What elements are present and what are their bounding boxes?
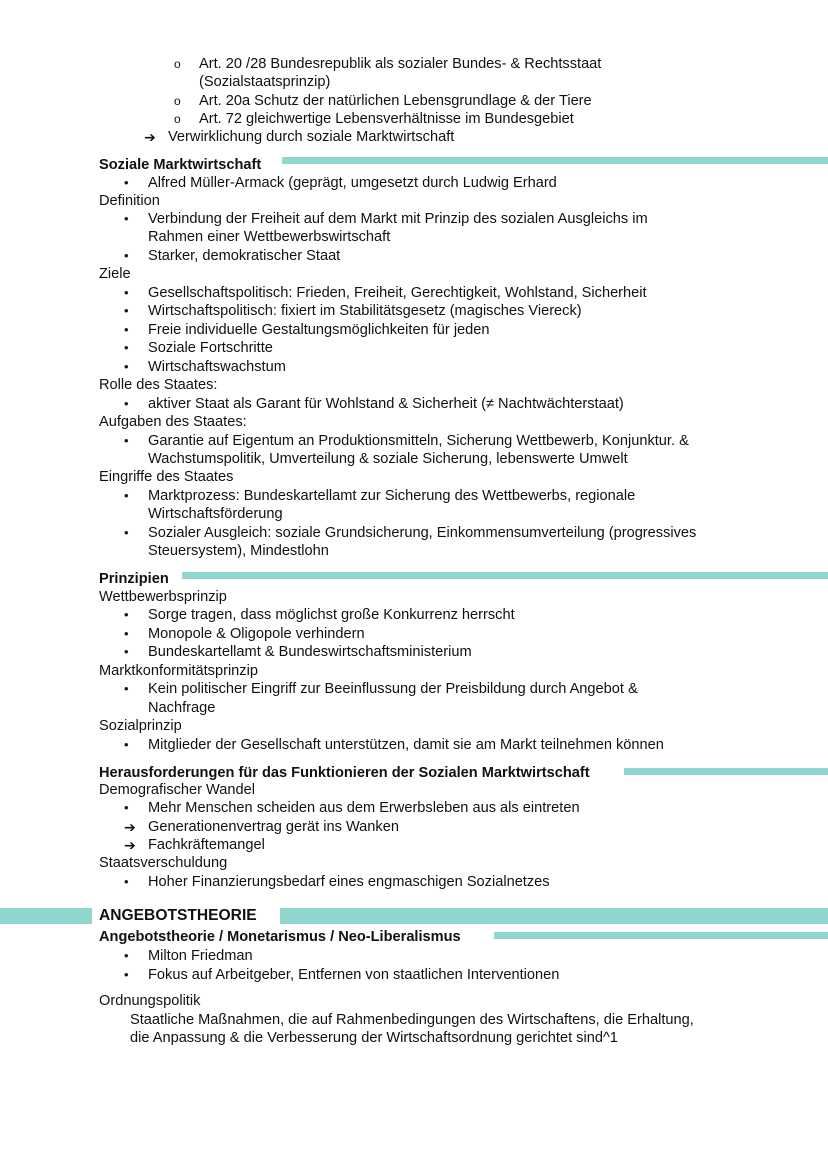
subheading: Aufgaben des Staates:: [99, 414, 247, 430]
bullet-icon: •: [124, 285, 129, 300]
subheading: Wettbewerbsprinzip: [99, 589, 227, 605]
bullet-icon: •: [124, 175, 129, 190]
heading-rule: [282, 157, 828, 164]
bullet-icon: •: [124, 737, 129, 752]
list-item: Art. 20a Schutz der natürlichen Lebensgrundlage & der Tiere: [199, 93, 592, 109]
arrow-right-icon: ➔: [124, 837, 136, 853]
arrow-right-icon: ➔: [144, 129, 156, 145]
subheading: Marktkonformitätsprinzip: [99, 663, 258, 679]
list-item: Art. 72 gleichwertige Lebensverhältnisse im Bundesgebiet: [199, 111, 574, 127]
bullet-icon: •: [124, 948, 129, 963]
bullet-icon: •: [124, 433, 129, 448]
list-item: Wirtschaftspolitisch: fixiert im Stabilitätsgesetz (magisches Viereck): [148, 303, 582, 319]
subheading: Rolle des Staates:: [99, 377, 218, 393]
arrow-item: Fachkräftemangel: [148, 837, 265, 853]
list-item: Marktprozess: Bundeskartellamt zur Sicherung des Wettbewerbs, regionale: [148, 488, 636, 504]
list-item-continuation: (Sozialstaatsprinzip): [199, 74, 331, 90]
bullet-icon: •: [124, 211, 129, 226]
bullet-icon: •: [124, 800, 129, 815]
list-item: Hoher Finanzierungsbedarf eines engmaschigen Sozialnetzes: [148, 874, 550, 890]
paragraph-line: die Anpassung & die Verbesserung der Wirtschaftsordnung gerichtet sind^1: [130, 1030, 618, 1046]
bullet-icon: •: [124, 359, 129, 374]
section-heading: Angebotstheorie / Monetarismus / Neo-Liberalismus: [99, 929, 461, 945]
list-item: Freie individuelle Gestaltungsmöglichkeiten für jeden: [148, 322, 490, 338]
subheading: Ziele: [99, 266, 131, 282]
list-item: Art. 20 /28 Bundesrepublik als sozialer Bundes- & Rechtsstaat: [199, 56, 602, 72]
arrow-item: Generationenvertrag gerät ins Wanken: [148, 819, 399, 835]
arrow-right-icon: ➔: [124, 819, 136, 835]
list-item: Verbindung der Freiheit auf dem Markt mit Prinzip des sozialen Ausgleichs im: [148, 211, 648, 227]
arrow-item: Verwirklichung durch soziale Marktwirtschaft: [168, 129, 455, 145]
list-item-continuation: Wirtschaftsförderung: [148, 506, 283, 522]
heading-rule: [624, 768, 828, 775]
subheading: Staatsverschuldung: [99, 855, 228, 871]
bullet-icon: •: [124, 874, 129, 889]
bullet-icon: •: [124, 488, 129, 503]
bullet-icon: •: [124, 396, 129, 411]
bullet-icon: •: [124, 340, 129, 355]
bullet-icon: •: [124, 303, 129, 318]
list-item-continuation: Nachfrage: [148, 700, 216, 716]
subheading: Demografischer Wandel: [99, 782, 255, 798]
paragraph-line: Staatliche Maßnahmen, die auf Rahmenbedingungen des Wirtschaftens, die Erhaltung,: [130, 1012, 694, 1028]
bullet-icon: •: [124, 681, 129, 696]
bullet-icon: •: [124, 967, 129, 982]
list-item-continuation: Steuersystem), Mindestlohn: [148, 543, 329, 559]
list-item: Starker, demokratischer Staat: [148, 248, 341, 264]
list-item: Monopole & Oligopole verhindern: [148, 626, 365, 642]
list-item: Sozialer Ausgleich: soziale Grundsicherung, Einkommensumverteilung (progressives: [148, 525, 697, 541]
bullet-icon: •: [124, 626, 129, 641]
title-rule-right: [280, 908, 828, 924]
list-item: Milton Friedman: [148, 948, 253, 964]
subheading: Sozialprinzip: [99, 718, 182, 734]
list-item: Kein politischer Eingriff zur Beeinflussung der Preisbildung durch Angebot &: [148, 681, 638, 697]
list-item: Mitglieder der Gesellschaft unterstützen, damit sie am Markt teilnehmen können: [148, 737, 664, 753]
subheading: Ordnungspolitik: [99, 993, 201, 1009]
list-item-continuation: Wachstumspolitik, Umverteilung & soziale Sicherung, lebenswerte Umwelt: [148, 451, 628, 467]
list-item: aktiver Staat als Garant für Wohlstand & Sicherheit (≠ Nachtwächterstaat): [148, 396, 624, 412]
subheading: Eingriffe des Staates: [99, 469, 234, 485]
subheading: Definition: [99, 193, 160, 209]
section-heading: Herausforderungen für das Funktionieren der Sozialen Marktwirtschaft: [99, 765, 590, 781]
bullet-icon: •: [124, 607, 129, 622]
heading-rule: [494, 932, 828, 939]
list-item-continuation: Rahmen einer Wettbewerbswirtschaft: [148, 229, 391, 245]
section-heading: Soziale Marktwirtschaft: [99, 157, 262, 173]
list-item: Mehr Menschen scheiden aus dem Erwerbsleben aus als eintreten: [148, 800, 580, 816]
circle-bullet-icon: o: [174, 94, 181, 108]
list-item: Gesellschaftspolitisch: Frieden, Freiheit, Gerechtigkeit, Wohlstand, Sicherheit: [148, 285, 647, 301]
chapter-title: ANGEBOTSTHEORIE: [99, 907, 257, 924]
circle-bullet-icon: o: [174, 57, 181, 71]
list-item: Sorge tragen, dass möglichst große Konkurrenz herrscht: [148, 607, 515, 623]
bullet-icon: •: [124, 525, 129, 540]
bullet-icon: •: [124, 322, 129, 337]
title-rule-left: [0, 908, 92, 924]
section-heading: Prinzipien: [99, 571, 169, 587]
list-item: Wirtschaftswachstum: [148, 359, 286, 375]
heading-rule: [182, 572, 828, 579]
list-item: Garantie auf Eigentum an Produktionsmitteln, Sicherung Wettbewerb, Konjunktur. &: [148, 433, 689, 449]
list-item: Fokus auf Arbeitgeber, Entfernen von staatlichen Interventionen: [148, 967, 560, 983]
list-item: Soziale Fortschritte: [148, 340, 273, 356]
bullet-icon: •: [124, 644, 129, 659]
circle-bullet-icon: o: [174, 112, 181, 126]
list-item: Alfred Müller-Armack (geprägt, umgesetzt durch Ludwig Erhard: [148, 175, 557, 191]
list-item: Bundeskartellamt & Bundeswirtschaftsministerium: [148, 644, 472, 660]
bullet-icon: •: [124, 248, 129, 263]
